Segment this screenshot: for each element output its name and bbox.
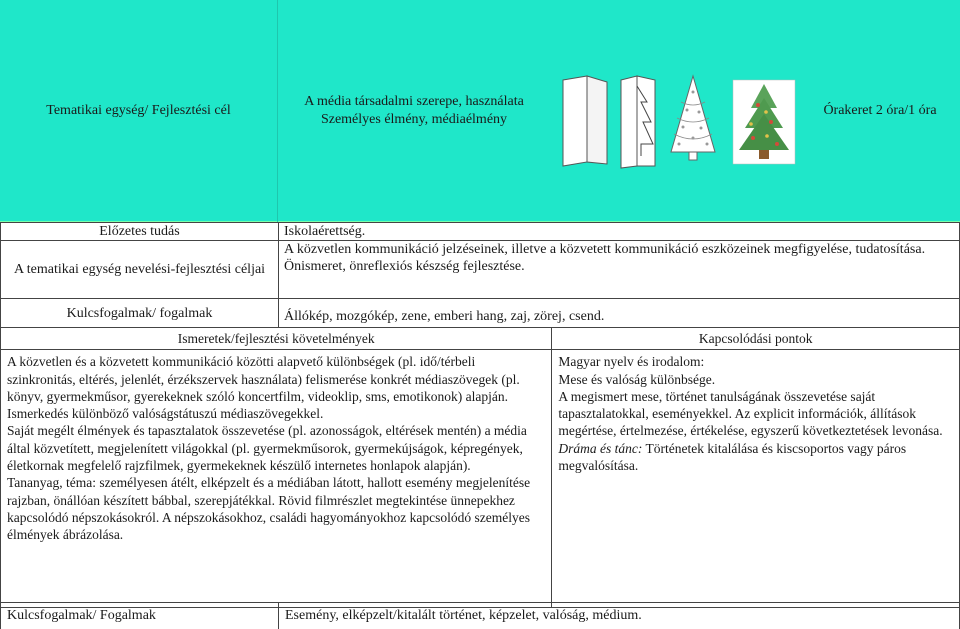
tree-illustrations — [555, 72, 805, 172]
prior-knowledge-value: Iskolaérettség. — [279, 223, 960, 241]
requirement-paragraph: A közvetlen és a közvetett kommunikáció közötti alapvető különbségek (pl. idő/térbeli szinkronitás, eltérés, jelenlét, érzékszervek használata) felismerése konkrét médiaszövegek (pl. könyv, gyermekműsor, gyerekeknek szóló koncertfilm, videoklip, sms, emotikonok) alapján. — [7, 354, 520, 404]
requirement-paragraph: Ismerkedés különböző valóságstátuszú médiaszövegekkel. — [7, 406, 324, 422]
requirement-paragraph: Tananyag, téma: személyesen átélt, elképzelt és a médiában látott, hallott esemény megjelenítése rajzban, önállóan készített bábbal, szerepjátékkal. Rövid filmrészlet megtekintése ünnepekhez kapcsolódó népszokásokról. A népszokásokhoz, családi hagyományokhoz kapcsolódó személyes élmények ábrázolása. — [7, 475, 531, 543]
key-concepts-row — [1, 299, 960, 328]
painted-tree-icon — [733, 80, 795, 164]
requirement-paragraph: Saját megélt élmények és tapasztalatok összevetése (pl. azonosságok, eltérések mentén) a média által közvetített, megjelenített világokkal (pl. gyermekműsorok, gyermekújságok, képregények, életkornak megfelelő rajzfilmek, gyermekeknek készülő internetes honlapok alapján). — [7, 423, 527, 474]
requirements-head-row — [1, 328, 960, 350]
connection-points-cell — [552, 350, 960, 608]
connection-subject: Magyar nyelv és irodalom: — [558, 354, 705, 370]
requirements-table — [0, 327, 960, 608]
header-band — [0, 0, 960, 222]
footer-key-row — [1, 603, 960, 629]
connection-line: A megismert mese, történet tanulságának összevetése saját tapasztalatokkal, eseményekkel. Az explicit információk, állítások megértése, értelmezése, értékelése, egyszerű következtetések levonása. — [558, 388, 943, 439]
drama-text: Történetek kitalálása és kiscsoportos vagy páros megvalósítása. — [558, 440, 907, 474]
connection-drama — [558, 440, 953, 475]
key-concepts-value: Állókép, mozgókép, zene, emberi hang, zaj, zörej, csend. — [279, 299, 960, 328]
unit-meta-table — [0, 222, 960, 328]
requirements-head-right: Kapcsolódási pontok — [552, 328, 960, 350]
requirements-left-cell — [1, 350, 552, 608]
requirements-head-left: Ismeretek/fejlesztési követelmények — [1, 328, 552, 350]
prior-knowledge-label: Előzetes tudás — [1, 223, 279, 241]
goals-label: A tematikai egység nevelési-fejlesztési céljai — [1, 241, 279, 299]
folded-card-icon — [563, 76, 607, 166]
footer-key-label: Kulcsfogalmak/ Fogalmak — [1, 603, 279, 629]
requirements-body-row — [1, 350, 960, 608]
prior-knowledge-row — [1, 223, 960, 241]
footer-key-value: Esemény, elképzelt/kitalált történet, képzelet, valóság, médium. — [279, 603, 960, 629]
goals-value: A közvetlen kommunikáció jelzéseinek, illetve a közvetett kommunikáció eszközeinek megfigyelése, tudatosítása. Önismeret, önreflexiós készség fejlesztése. — [279, 241, 960, 299]
footer-table — [0, 602, 960, 629]
goals-row — [1, 241, 960, 299]
connection-line: Mese és valóság különbsége. — [558, 371, 716, 387]
unit-title-line2: Személyes élmény, médiaélmény — [320, 112, 508, 127]
unit-title-line1: A média társadalmi szerepe, használata — [304, 94, 524, 109]
ornament-tree-icon — [671, 76, 715, 160]
drama-label: Dráma és tánc: — [558, 440, 643, 456]
thematic-unit-label: Tematikai egység/ Fejlesztési cél — [0, 0, 278, 222]
key-concepts-label: Kulcsfogalmak/ fogalmak — [1, 299, 279, 328]
time-frame-label: Órakeret 2 óra/1 óra — [823, 103, 937, 118]
unit-title — [278, 0, 550, 222]
card-tree-icon — [621, 76, 655, 168]
